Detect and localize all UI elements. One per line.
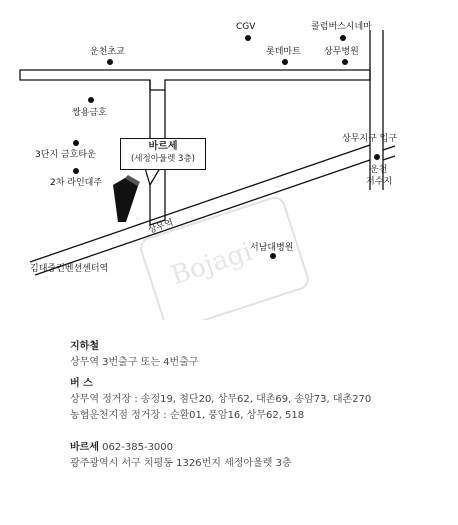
dot-apt3	[73, 140, 79, 146]
bus-title: 버 스	[70, 378, 93, 389]
callout-name: 바르세	[148, 141, 178, 152]
label-columbus: 콜럼버스시네마	[311, 22, 372, 32]
bus-line-2: 농협운천지점 정거장 : 순환01, 풍암16, 상무62, 518	[70, 410, 305, 421]
dot-ssangyong	[88, 97, 94, 103]
shop-phone: 062-385-3000	[102, 442, 174, 453]
road-top	[20, 70, 370, 90]
dot-sangmu-hospital	[342, 59, 348, 65]
bus-line-1: 상무역 정거장 : 송정19, 첨단20, 상무62, 대촌69, 송암73, 대촌270	[70, 394, 372, 405]
label-cgv: CGV	[236, 22, 256, 32]
callout-pointer	[145, 168, 160, 185]
dot-uncheon-school	[107, 59, 113, 65]
label-sangmu-hospital: 상무병원	[324, 47, 359, 57]
label-sangmu-junction: 상무지구 입구	[342, 134, 398, 144]
callout-building: (세정아울렛 3층)	[130, 154, 195, 164]
label-convention: 김대중컨벤션센터역	[30, 264, 109, 274]
subway-title: 지하철	[70, 341, 99, 352]
watermark-text: Bojagi	[167, 236, 256, 292]
dot-reservoir	[374, 154, 380, 160]
dot-apt2	[73, 168, 79, 174]
building-shape	[113, 178, 138, 222]
bus-section	[70, 376, 371, 424]
subway-section	[70, 339, 199, 371]
label-apt3: 3단지 금호타운	[35, 150, 96, 160]
store-callout	[120, 138, 206, 170]
dot-cgv	[245, 35, 251, 41]
shop-address: 광주광역시 서구 치평동 1326번지 세정아울렛 3층	[70, 458, 292, 469]
subway-text: 상무역 3번출구 또는 4번출구	[70, 357, 199, 368]
shop-section	[70, 440, 292, 472]
label-seonam-hospital: 서남대병원	[250, 243, 294, 253]
label-ssangyong: 쌍용금호	[72, 108, 107, 118]
road-branch	[383, 146, 395, 160]
label-sangmu-station: 상무역	[146, 218, 175, 237]
label-reservoir-1: 운천	[370, 165, 388, 175]
label-reservoir-2: 저수지	[366, 177, 393, 187]
label-uncheon-school: 운천초교	[90, 47, 125, 57]
shop-title: 바르세	[70, 442, 99, 453]
dot-columbus	[340, 35, 346, 41]
dot-lotte-mart	[282, 59, 288, 65]
label-lotte-mart: 롯데마트	[266, 47, 301, 57]
label-apt2: 2차 라인대주	[50, 178, 103, 188]
